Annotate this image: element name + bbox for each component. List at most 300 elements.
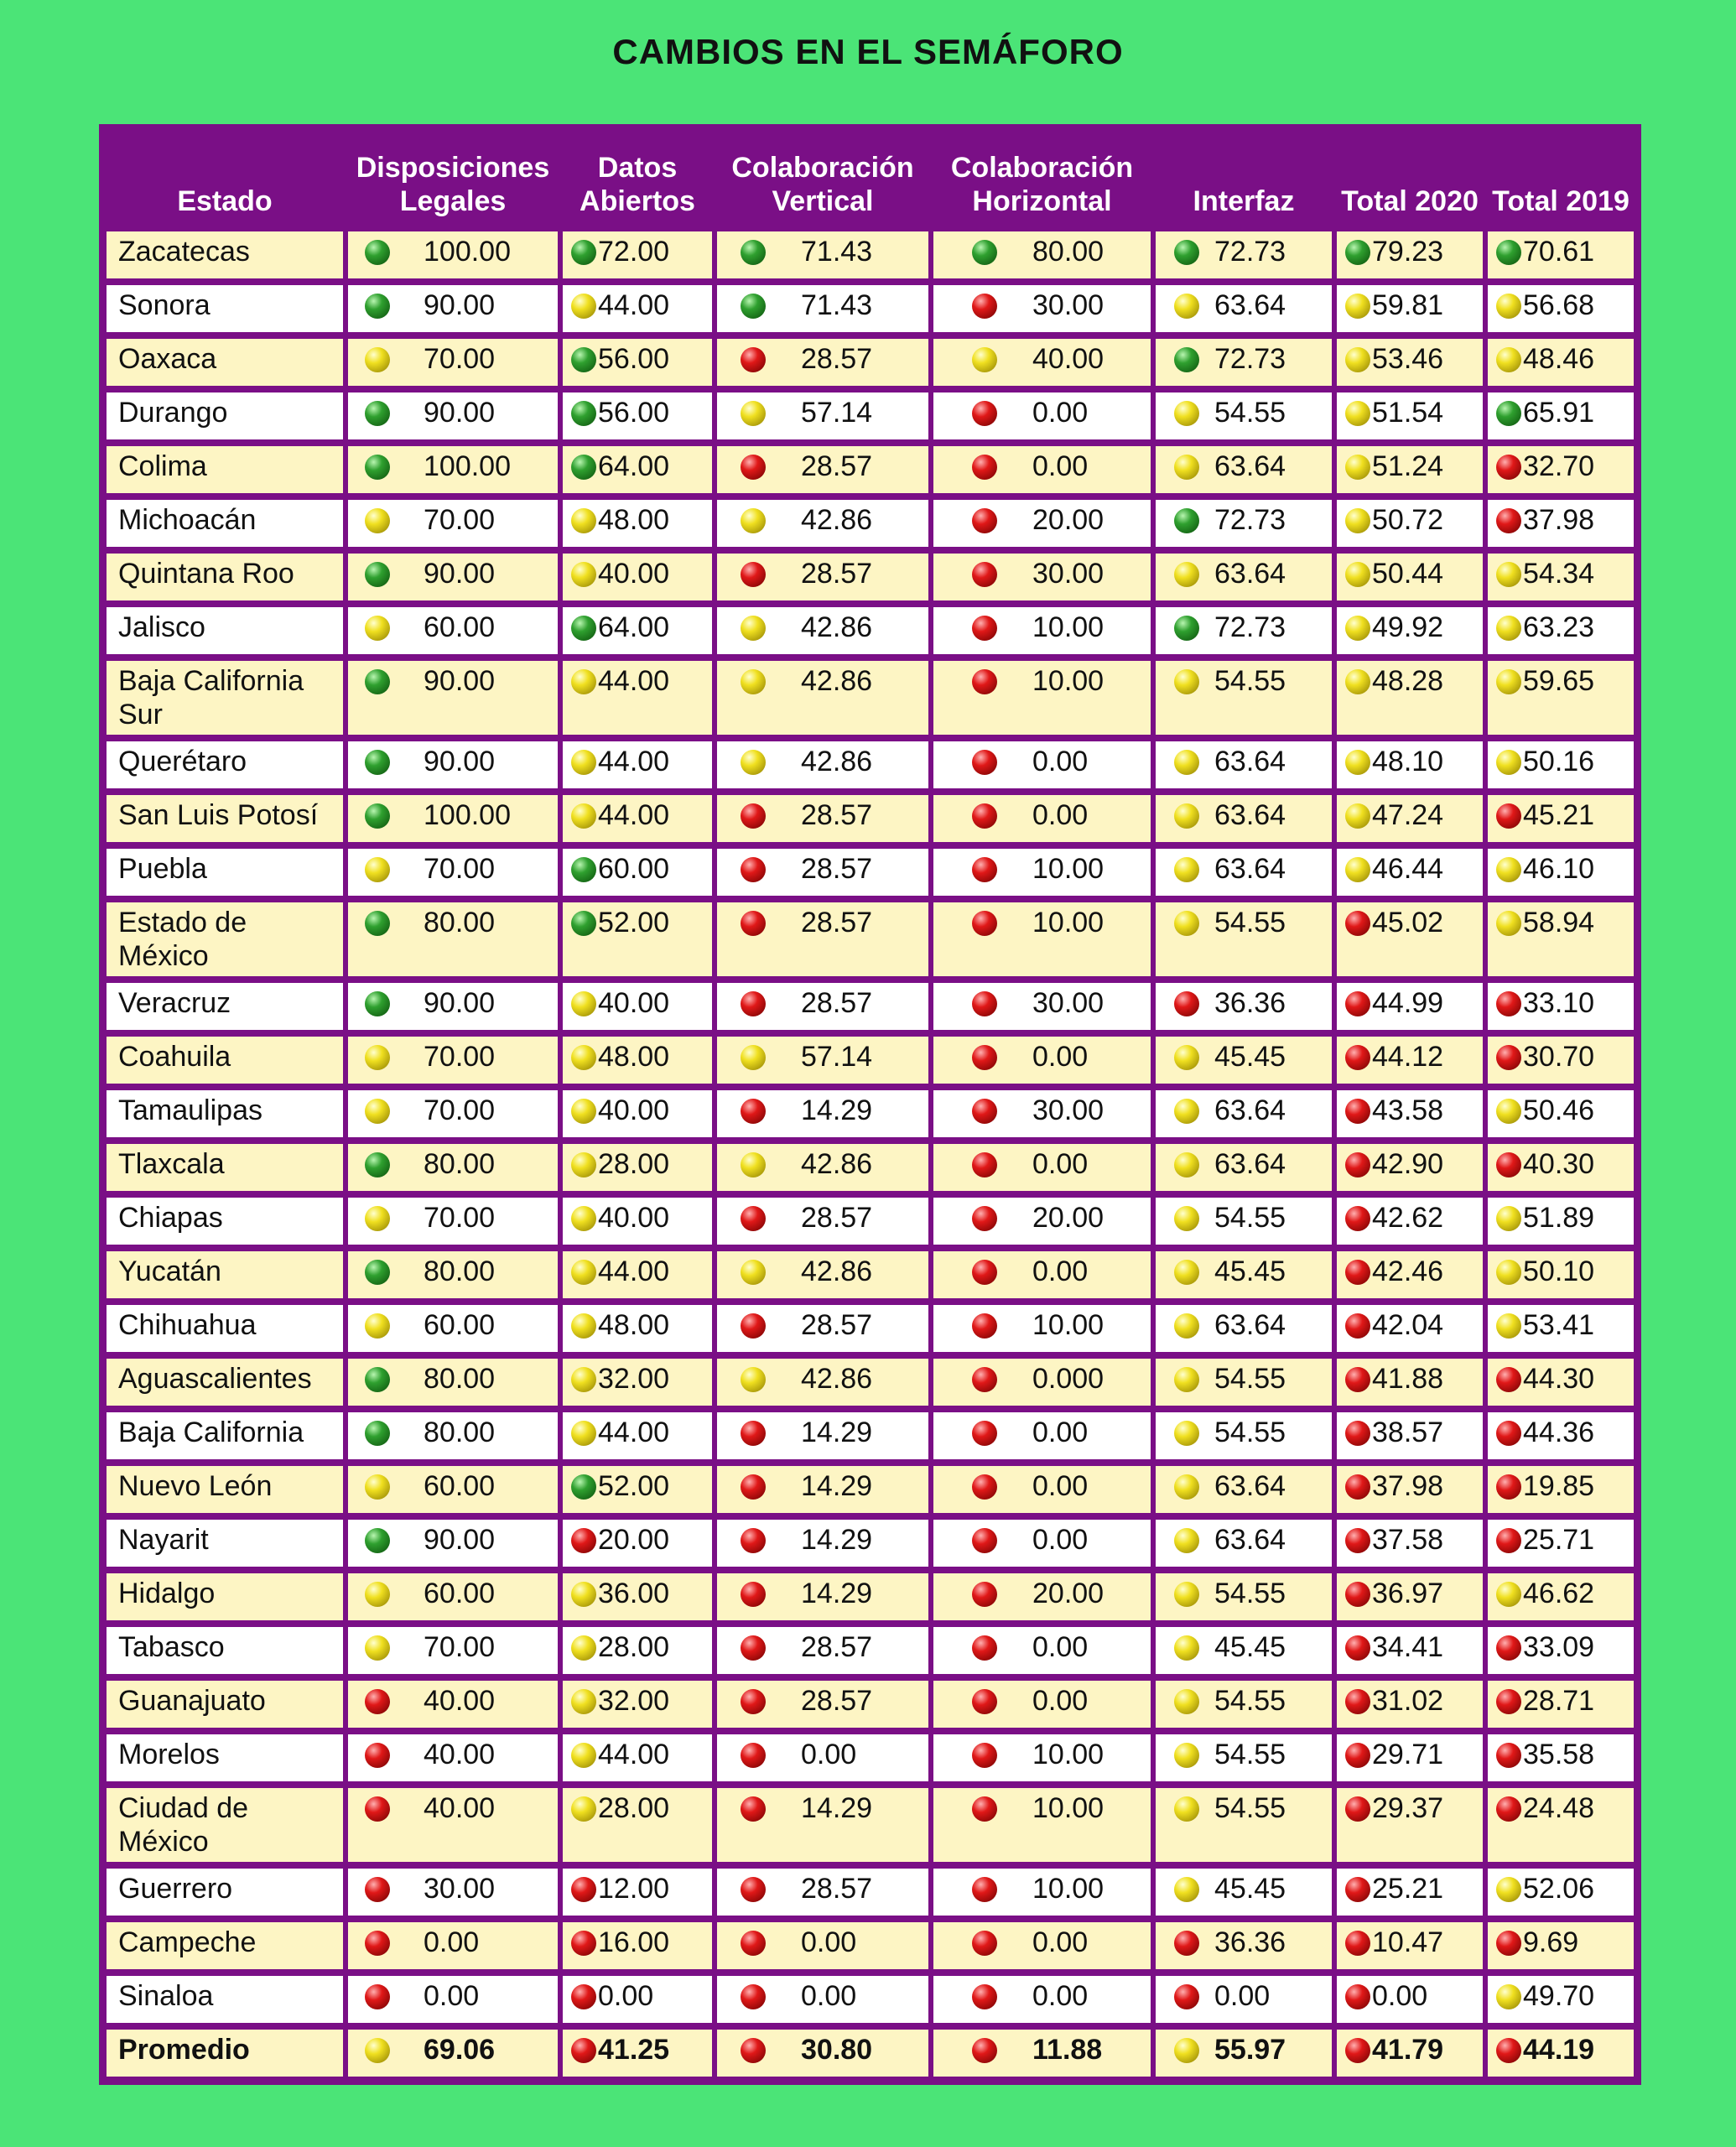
score-cell — [346, 604, 560, 658]
green-light-icon — [365, 1528, 390, 1553]
score-cell — [1153, 1194, 1334, 1248]
yellow-light-icon — [571, 1099, 596, 1124]
score-value: 0.00 — [1032, 397, 1089, 429]
red-light-icon — [1345, 2038, 1370, 2063]
score-value: 20.00 — [1032, 1578, 1104, 1609]
score-value: 72.73 — [1214, 343, 1286, 375]
yellow-light-icon — [571, 1045, 596, 1070]
red-light-icon — [972, 1260, 997, 1285]
score-value: 54.34 — [1523, 558, 1595, 590]
score-value: 45.21 — [1523, 799, 1595, 831]
red-light-icon — [571, 1528, 596, 1553]
score-cell — [715, 1919, 931, 1973]
red-light-icon — [741, 857, 766, 882]
score-value: 28.57 — [801, 1631, 873, 1663]
state-name: San Luis Potosí — [104, 792, 346, 845]
red-light-icon — [1496, 1152, 1521, 1177]
table-row — [104, 1919, 1636, 1973]
score-cell — [931, 1865, 1153, 1919]
red-light-icon — [1345, 1045, 1370, 1070]
yellow-light-icon — [1496, 1099, 1521, 1124]
score-value: 28.00 — [598, 1148, 670, 1180]
score-value: 54.55 — [1214, 1739, 1286, 1770]
header-colaboracion-vertical: Colaboración Vertical — [715, 129, 931, 228]
score-cell — [1153, 1248, 1334, 1302]
table-row — [104, 228, 1636, 282]
yellow-light-icon — [1345, 562, 1370, 587]
score-value: 10.00 — [1032, 1309, 1104, 1341]
score-cell — [1485, 792, 1636, 845]
red-light-icon — [741, 1931, 766, 1956]
red-light-icon — [1345, 1635, 1370, 1661]
score-cell — [1485, 1516, 1636, 1570]
score-value: 36.00 — [598, 1578, 670, 1609]
score-cell — [560, 1141, 715, 1194]
yellow-light-icon — [1174, 750, 1199, 775]
score-cell — [931, 1302, 1153, 1355]
score-cell — [1153, 1355, 1334, 1409]
semaforo-table — [99, 124, 1641, 2085]
score-value: 9.69 — [1523, 1926, 1579, 1958]
score-cell — [931, 738, 1153, 792]
score-cell — [560, 1919, 715, 1973]
score-cell — [1334, 282, 1485, 335]
red-light-icon — [741, 562, 766, 587]
red-light-icon — [972, 1528, 997, 1553]
score-value: 90.00 — [424, 558, 496, 590]
score-cell — [1334, 1248, 1485, 1302]
score-cell — [346, 496, 560, 550]
score-cell — [1485, 1785, 1636, 1865]
score-value: 72.73 — [1214, 611, 1286, 643]
score-value: 10.00 — [1032, 853, 1104, 885]
yellow-light-icon — [741, 750, 766, 775]
state-name: Nayarit — [104, 1516, 346, 1570]
score-value: 48.00 — [598, 1041, 670, 1073]
score-cell — [346, 282, 560, 335]
score-cell — [1334, 738, 1485, 792]
red-light-icon — [741, 1206, 766, 1231]
score-cell — [715, 443, 931, 496]
score-cell — [1334, 1570, 1485, 1624]
score-value: 24.48 — [1523, 1792, 1595, 1824]
score-value: 0.00 — [1032, 450, 1089, 482]
yellow-light-icon — [365, 1206, 390, 1231]
yellow-light-icon — [1496, 1877, 1521, 1902]
score-cell — [931, 1463, 1153, 1516]
green-light-icon — [365, 1260, 390, 1285]
score-cell — [346, 792, 560, 845]
score-value: 0.00 — [424, 1980, 480, 2012]
yellow-light-icon — [1345, 508, 1370, 533]
score-value: 30.00 — [1032, 289, 1104, 321]
score-value: 0.000 — [1032, 1363, 1104, 1395]
score-cell — [715, 1785, 931, 1865]
state-name: Querétaro — [104, 738, 346, 792]
yellow-light-icon — [571, 1582, 596, 1607]
score-cell — [1153, 792, 1334, 845]
red-light-icon — [972, 1313, 997, 1339]
state-name: Estado de México — [104, 899, 346, 980]
yellow-light-icon — [1174, 401, 1199, 426]
red-light-icon — [972, 1743, 997, 1768]
score-cell — [715, 658, 931, 738]
score-cell — [1334, 1194, 1485, 1248]
score-value: 49.70 — [1523, 1980, 1595, 2012]
score-cell — [1334, 658, 1485, 738]
score-value: 54.55 — [1214, 1792, 1286, 1824]
red-light-icon — [365, 1689, 390, 1714]
red-light-icon — [1496, 2038, 1521, 2063]
score-cell — [715, 738, 931, 792]
score-cell — [560, 738, 715, 792]
score-cell — [346, 335, 560, 389]
score-value: 80.00 — [424, 1363, 496, 1395]
score-value: 28.57 — [801, 558, 873, 590]
score-cell — [346, 1302, 560, 1355]
score-value: 45.02 — [1372, 907, 1444, 938]
state-name: Tabasco — [104, 1624, 346, 1677]
red-light-icon — [972, 1796, 997, 1822]
yellow-light-icon — [1174, 1796, 1199, 1822]
score-cell — [1485, 1570, 1636, 1624]
score-cell — [931, 1677, 1153, 1731]
score-value: 0.00 — [1032, 1685, 1089, 1717]
red-light-icon — [741, 1528, 766, 1553]
red-light-icon — [1345, 911, 1370, 936]
score-value: 0.00 — [1032, 1417, 1089, 1448]
score-cell — [1153, 550, 1334, 604]
score-value: 42.86 — [801, 611, 873, 643]
yellow-light-icon — [365, 1582, 390, 1607]
score-cell — [1334, 899, 1485, 980]
yellow-light-icon — [1174, 1877, 1199, 1902]
red-light-icon — [741, 803, 766, 829]
score-cell — [560, 1677, 715, 1731]
score-cell — [931, 1624, 1153, 1677]
yellow-light-icon — [571, 750, 596, 775]
score-value: 53.41 — [1523, 1309, 1595, 1341]
score-cell — [931, 792, 1153, 845]
score-cell — [715, 1141, 931, 1194]
score-value: 42.86 — [801, 1148, 873, 1180]
score-value: 0.00 — [1032, 799, 1089, 831]
score-cell — [1153, 1516, 1334, 1570]
score-value: 54.55 — [1214, 665, 1286, 697]
score-value: 30.00 — [1032, 987, 1104, 1019]
score-value: 70.61 — [1523, 236, 1595, 268]
state-name: Morelos — [104, 1731, 346, 1785]
yellow-light-icon — [1174, 1260, 1199, 1285]
score-value: 79.23 — [1372, 236, 1444, 268]
score-value: 28.57 — [801, 1309, 873, 1341]
red-light-icon — [1174, 1931, 1199, 1956]
green-light-icon — [365, 991, 390, 1016]
page-title: CAMBIOS EN EL SEMÁFORO — [612, 32, 1124, 71]
score-value: 42.86 — [801, 504, 873, 536]
yellow-light-icon — [571, 1367, 596, 1392]
score-cell — [931, 496, 1153, 550]
score-value: 31.02 — [1372, 1685, 1444, 1717]
score-value: 63.64 — [1214, 1094, 1286, 1126]
score-value: 52.00 — [598, 907, 670, 938]
green-light-icon — [365, 750, 390, 775]
green-light-icon — [1345, 240, 1370, 265]
score-value: 90.00 — [424, 289, 496, 321]
score-cell — [1485, 845, 1636, 899]
score-cell — [1334, 1973, 1485, 2026]
score-cell — [346, 1677, 560, 1731]
score-cell — [931, 604, 1153, 658]
score-cell — [715, 1409, 931, 1463]
score-value: 53.46 — [1372, 343, 1444, 375]
score-value: 48.10 — [1372, 746, 1444, 777]
score-value: 46.10 — [1523, 853, 1595, 885]
table-row — [104, 1248, 1636, 1302]
red-light-icon — [741, 1689, 766, 1714]
score-value: 19.85 — [1523, 1470, 1595, 1502]
score-cell — [1153, 604, 1334, 658]
yellow-light-icon — [571, 1152, 596, 1177]
red-light-icon — [1345, 1528, 1370, 1553]
score-cell — [715, 792, 931, 845]
score-value: 28.57 — [801, 1202, 873, 1234]
score-value: 51.89 — [1523, 1202, 1595, 1234]
score-value: 10.00 — [1032, 1739, 1104, 1770]
score-cell — [1485, 1033, 1636, 1087]
score-value: 45.45 — [1214, 1631, 1286, 1663]
red-light-icon — [972, 991, 997, 1016]
score-cell — [931, 1785, 1153, 1865]
score-value: 0.00 — [801, 1739, 857, 1770]
score-value: 44.00 — [598, 799, 670, 831]
table-row — [104, 1785, 1636, 1865]
score-value: 40.00 — [1032, 343, 1104, 375]
score-cell — [560, 1570, 715, 1624]
score-value: 60.00 — [424, 1470, 496, 1502]
red-light-icon — [1174, 1984, 1199, 2009]
score-value: 56.00 — [598, 397, 670, 429]
yellow-light-icon — [571, 1743, 596, 1768]
red-light-icon — [972, 401, 997, 426]
score-cell — [1153, 1033, 1334, 1087]
yellow-light-icon — [571, 669, 596, 694]
red-light-icon — [972, 562, 997, 587]
state-name: Sonora — [104, 282, 346, 335]
score-value: 47.24 — [1372, 799, 1444, 831]
score-cell — [715, 1033, 931, 1087]
yellow-light-icon — [1496, 347, 1521, 372]
score-cell — [1334, 2026, 1485, 2080]
score-cell — [1485, 1919, 1636, 1973]
table-row — [104, 1516, 1636, 1570]
score-cell — [1334, 389, 1485, 443]
score-cell — [931, 1248, 1153, 1302]
red-light-icon — [972, 1421, 997, 1446]
red-light-icon — [1345, 1313, 1370, 1339]
score-cell — [1334, 1141, 1485, 1194]
table-row — [104, 1302, 1636, 1355]
score-value: 71.43 — [801, 236, 873, 268]
score-value: 0.00 — [1032, 1926, 1089, 1958]
red-light-icon — [741, 455, 766, 480]
score-value: 100.00 — [424, 450, 511, 482]
score-cell — [346, 1624, 560, 1677]
score-value: 54.55 — [1214, 397, 1286, 429]
table-row — [104, 496, 1636, 550]
score-value: 70.00 — [424, 1094, 496, 1126]
score-cell — [346, 228, 560, 282]
score-value: 59.81 — [1372, 289, 1444, 321]
score-value: 42.90 — [1372, 1148, 1444, 1180]
score-cell — [1153, 1409, 1334, 1463]
score-cell — [1334, 1355, 1485, 1409]
red-light-icon — [365, 1877, 390, 1902]
table-row — [104, 1033, 1636, 1087]
score-value: 90.00 — [424, 1524, 496, 1556]
score-cell — [560, 1409, 715, 1463]
red-light-icon — [972, 1635, 997, 1661]
score-cell — [1153, 1570, 1334, 1624]
score-cell — [1485, 1409, 1636, 1463]
red-light-icon — [972, 1152, 997, 1177]
score-value: 0.00 — [1032, 1148, 1089, 1180]
score-value: 28.00 — [598, 1792, 670, 1824]
score-value: 0.00 — [801, 1926, 857, 1958]
score-cell — [346, 1570, 560, 1624]
score-value: 90.00 — [424, 746, 496, 777]
score-value: 30.70 — [1523, 1041, 1595, 1073]
score-cell — [715, 980, 931, 1033]
red-light-icon — [571, 1984, 596, 2009]
yellow-light-icon — [1174, 1474, 1199, 1500]
red-light-icon — [972, 911, 997, 936]
score-value: 72.00 — [598, 236, 670, 268]
score-cell — [1334, 792, 1485, 845]
state-name: Nuevo León — [104, 1463, 346, 1516]
score-cell — [1334, 845, 1485, 899]
yellow-light-icon — [1174, 1045, 1199, 1070]
score-cell — [715, 1973, 931, 2026]
score-cell — [1153, 658, 1334, 738]
state-name: Durango — [104, 389, 346, 443]
score-value: 10.00 — [1032, 665, 1104, 697]
score-value: 50.46 — [1523, 1094, 1595, 1126]
score-value: 30.00 — [1032, 558, 1104, 590]
score-value: 100.00 — [424, 236, 511, 268]
red-light-icon — [1496, 455, 1521, 480]
yellow-light-icon — [571, 294, 596, 319]
yellow-light-icon — [1345, 803, 1370, 829]
score-cell — [346, 658, 560, 738]
score-cell — [931, 1087, 1153, 1141]
score-cell — [346, 2026, 560, 2080]
score-value: 52.06 — [1523, 1873, 1595, 1905]
yellow-light-icon — [1174, 857, 1199, 882]
red-light-icon — [972, 1931, 997, 1956]
score-value: 38.57 — [1372, 1417, 1444, 1448]
yellow-light-icon — [1496, 1206, 1521, 1231]
yellow-light-icon — [1496, 669, 1521, 694]
score-cell — [1153, 1731, 1334, 1785]
score-cell — [1485, 282, 1636, 335]
score-value: 45.45 — [1214, 1041, 1286, 1073]
yellow-light-icon — [1174, 803, 1199, 829]
score-cell — [560, 2026, 715, 2080]
score-cell — [931, 1516, 1153, 1570]
yellow-light-icon — [741, 401, 766, 426]
score-cell — [560, 980, 715, 1033]
score-value: 44.12 — [1372, 1041, 1444, 1073]
table-row — [104, 1141, 1636, 1194]
state-name: Veracruz — [104, 980, 346, 1033]
score-value: 70.00 — [424, 853, 496, 885]
score-value: 28.57 — [801, 987, 873, 1019]
score-cell — [1485, 335, 1636, 389]
table-row — [104, 980, 1636, 1033]
yellow-light-icon — [365, 2038, 390, 2063]
yellow-light-icon — [1496, 911, 1521, 936]
score-value: 56.00 — [598, 343, 670, 375]
yellow-light-icon — [571, 1635, 596, 1661]
score-value: 70.00 — [424, 1631, 496, 1663]
score-cell — [1334, 1463, 1485, 1516]
score-cell — [1334, 1865, 1485, 1919]
score-cell — [1153, 1865, 1334, 1919]
score-value: 41.25 — [598, 2034, 670, 2066]
header-row — [104, 129, 1636, 228]
score-value: 46.44 — [1372, 853, 1444, 885]
score-value: 90.00 — [424, 665, 496, 697]
state-name: Jalisco — [104, 604, 346, 658]
score-cell — [715, 1355, 931, 1409]
yellow-light-icon — [365, 1635, 390, 1661]
green-light-icon — [365, 911, 390, 936]
score-value: 48.00 — [598, 1309, 670, 1341]
green-light-icon — [365, 1367, 390, 1392]
green-light-icon — [365, 803, 390, 829]
score-cell — [1153, 980, 1334, 1033]
score-cell — [560, 1624, 715, 1677]
state-name: Sinaloa — [104, 1973, 346, 2026]
score-cell — [715, 228, 931, 282]
red-light-icon — [1496, 508, 1521, 533]
green-light-icon — [365, 401, 390, 426]
score-value: 63.64 — [1214, 1148, 1286, 1180]
score-value: 28.71 — [1523, 1685, 1595, 1717]
green-light-icon — [571, 240, 596, 265]
table-body — [104, 228, 1636, 2080]
score-cell — [1153, 1463, 1334, 1516]
yellow-light-icon — [571, 803, 596, 829]
score-cell — [1485, 2026, 1636, 2080]
green-light-icon — [365, 455, 390, 480]
score-value: 44.30 — [1523, 1363, 1595, 1395]
score-value: 54.55 — [1214, 1363, 1286, 1395]
red-light-icon — [741, 991, 766, 1016]
red-light-icon — [1345, 1206, 1370, 1231]
yellow-light-icon — [571, 1689, 596, 1714]
yellow-light-icon — [571, 1421, 596, 1446]
score-value: 12.00 — [598, 1873, 670, 1905]
red-light-icon — [1345, 1582, 1370, 1607]
score-value: 42.62 — [1372, 1202, 1444, 1234]
score-cell — [1334, 1677, 1485, 1731]
red-light-icon — [1496, 1796, 1521, 1822]
score-value: 60.00 — [424, 1578, 496, 1609]
score-cell — [560, 899, 715, 980]
table-row — [104, 1355, 1636, 1409]
